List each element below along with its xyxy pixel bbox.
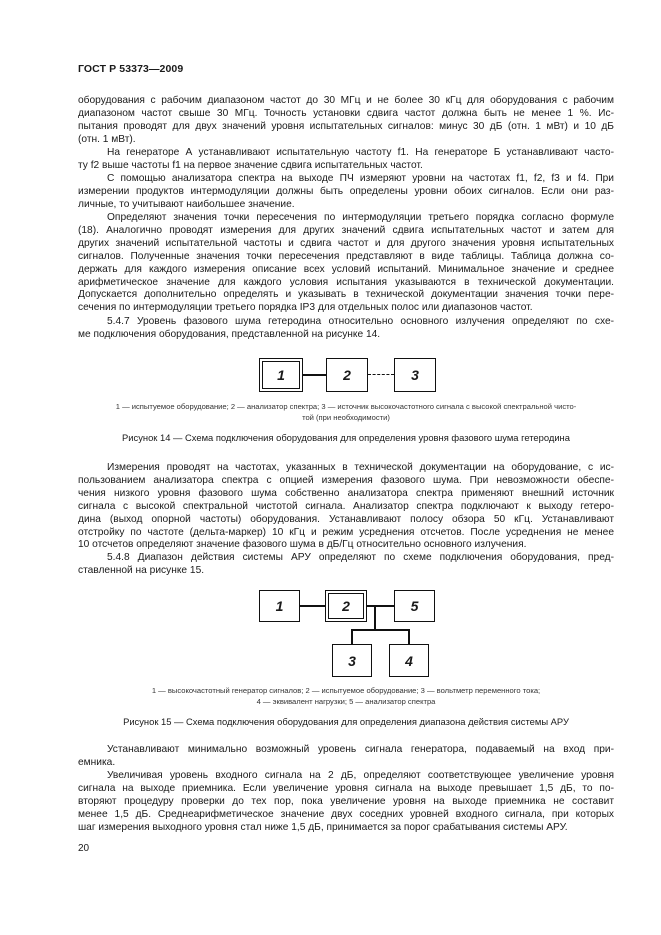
figure-14-caption: Рисунок 14 — Схема подключения оборудования для определения уровня фазового шума гетеродина [122, 432, 570, 443]
figure-15-wire-to-3 [351, 629, 353, 644]
document-header: ГОСТ Р 53373—2009 [78, 63, 184, 75]
figure-14-wire-1-2 [303, 374, 326, 376]
figure-15-legend: 1 — высокочастотный генератор сигналов; 2 — испытуемое оборудование; 3 — вольтметр переменного тока; 4 — эквивалент нагрузки; 5 — анализатор спектра [151, 686, 541, 706]
figure-14-wire-2-3 [368, 374, 394, 375]
paragraph-8: Устанавливают минимально возможный уровень сигнала генератора, подаваемый на вход при- емника. [78, 744, 614, 768]
figure-15-block-4: 4 [389, 644, 429, 677]
page-number: 20 [78, 843, 90, 854]
figure-15-block-5: 5 [394, 590, 435, 622]
paragraph-2: На генераторе А устанавливают испытательную частоту f1. На генераторе Б устанавливают часто- ту f2 выше частоты f1 на первое значение сдвига испытательных частот. [78, 147, 614, 171]
figure-15-wire-vertical [374, 605, 376, 630]
figure-15-block-3: 3 [332, 644, 372, 677]
paragraph-5: 5.4.7 Уровень фазового шума гетеродина относительно основного излучения определяют по схе- ме подключения оборудования, представленной на рисунке 14. [78, 316, 614, 340]
figure-15-wire-2-5 [367, 605, 394, 607]
figure-15-caption: Рисунок 15 — Схема подключения оборудования для определения диапазона действия системы АРУ [123, 716, 569, 727]
figure-15-block-1: 1 [259, 590, 300, 622]
paragraph-6: Измерения проводят на частотах, указанных в технической документации на оборудование, с ис- пользованием анализатора спектра с опцией измерения фазового шума. При невозможности обеспе- чения низкого уровня фазового шума собственно анализатора спектра применяют внешний источник сигнала с высокой спектральной чистотой сигнала. Анализатор спектра подключают к выходу гетеро- дина (выход опорной частоты) оборудования. Устанавливают полосу обзора 50 кГц. Устанавливают отстройку по частоте (дельта-маркер) 10 кГц и режим усреднения отсчетов. После усреднения не менее 10 отсчетов определяют значение фазового шума в дБ/Гц относительно основного излучения. [78, 462, 614, 551]
figure-14-block-3: 3 [394, 358, 436, 392]
paragraph-1: оборудования с рабочим диапазоном частот до 30 МГц и не более 30 кГц для оборудования с рабочим диапазоном частот свыше 30 МГц. Точность установки сдвига частот должна быть не менее 1 %. Ис- пытания проводят для двух значений уровня испытательных сигналов: минус 30 дБ (отн. 1 мВт) и 10 дБ (отн. 1 мВт). [78, 95, 614, 145]
figure-14-block-1: 1 [259, 358, 303, 392]
paragraph-9: Увеличивая уровень входного сигнала на 2 дБ, определяют соответствующее увеличение уровня сигнала на выходе приемника. Если увеличение уровня сигнала на выходе превышает 1,5 дБ, то по- вторяют процедуру проверки до тех пор, пока увеличение уровня на выходе приемника не составит менее 1,5 дБ. Среднеарифметическое значение двух соседних уровней входного сигнала, при которых шаг измерения выходного уровня стал ниже 1,5 дБ, принимается за порог срабатывания системы АРУ. [78, 770, 614, 833]
paragraph-7: 5.4.8 Диапазон действия системы АРУ определяют по схеме подключения оборудования, пред- ставленной на рисунке 15. [78, 552, 614, 576]
figure-14-legend: 1 — испытуемое оборудование; 2 — анализатор спектра; 3 — источник высокочастотного сигнала с высокой спектральной чисто- той (при необходимости) [115, 402, 577, 422]
paragraph-3: С помощью анализатора спектра на выходе ПЧ измеряют уровни на частотах f1, f2, f3 и f4. При измерении продуктов интермодуляции должны быть определены уровни обоих сигналов. Если они раз- личные, то учитывают наибольшее значение. [78, 173, 614, 210]
figure-15-wire-horizontal [351, 629, 409, 631]
figure-15-wire-1-2 [300, 605, 325, 607]
figure-14-block-2: 2 [326, 358, 368, 392]
paragraph-4: Определяют значения точки пересечения по интермодуляции третьего порядка согласно формуле (18). Аналогично проводят измерения для других значений сдвига испытательных частот и затем для других значений испытательной частоты и сдвига частот и для другого значения уровня испытательных сигналов. Полученные значения точки пересечения представляют в виде таблицы. Таблица должна со- держать для каждого измерения описание всех условий испытаний. Минимальное значение и среднее арифметическое значение для каждого условия испытания указываются в технической документации. Допускается дополнительно определять и указывать в технической документации значения точки пере- сечения по интермодуляции третьего порядка IP3 для отдельных полос или диапазонов частот. [78, 212, 614, 314]
figure-15-wire-to-4 [408, 629, 410, 644]
figure-15-block-2: 2 [325, 590, 367, 622]
